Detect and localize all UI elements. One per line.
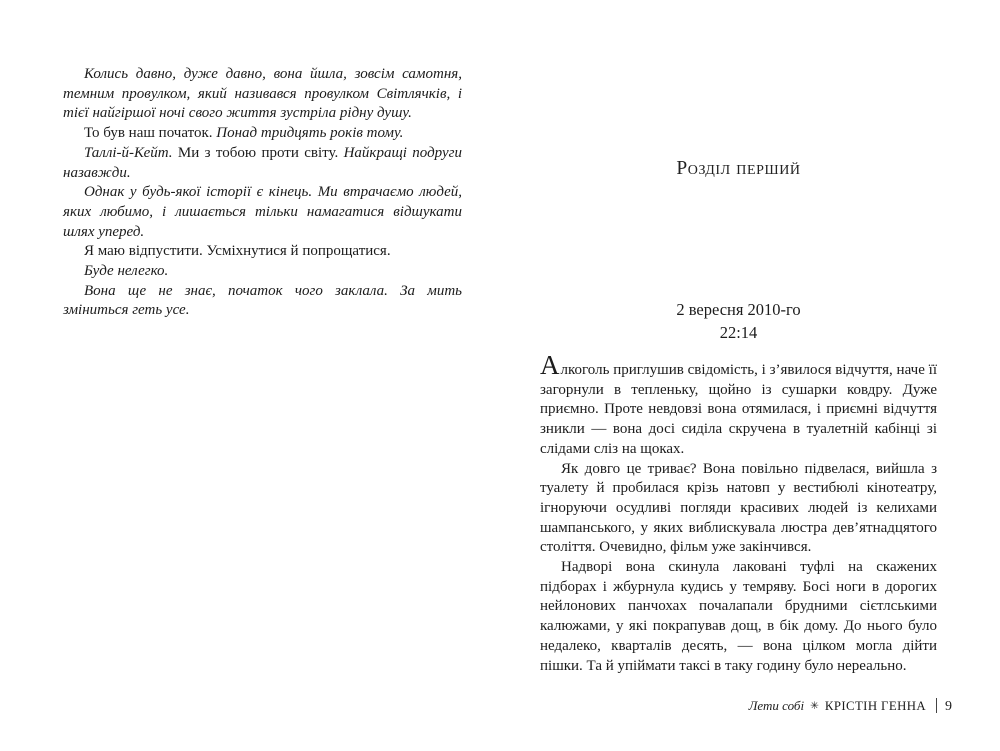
chapter-datetime [540, 298, 937, 344]
text-run: Надворі вона скинула лаковані туфлі на скажених підборах і жбурнула кудись у темряву. Босі ноги в дорогих нейлонових панчохах почалапали брудними сієтлськими калюжами, у які покрапував дощ, в бік дому. До нього було недалеко, кварталів десять, — вона цілком могла дійти пішки. Та й упіймати таксі в таку годину було нереально. [540, 559, 937, 674]
chapter-time: 22:14 [719, 323, 758, 342]
paragraph [63, 65, 462, 124]
paragraph [63, 242, 462, 262]
text-run: Вона ще не знає, початок чого заклала. За мить зміниться геть усе. [63, 282, 462, 319]
paragraph [63, 183, 462, 242]
text-run: Таллі-й-Кейт. [84, 144, 178, 161]
right-page-text [540, 350, 937, 676]
text-run: Ми з тобою проти світу. [177, 144, 344, 161]
footer-divider [936, 698, 937, 713]
text-run: Однак у будь-якої історії є кінець. Ми втрачаємо людей, яких любимо, і лишається тільки намагатися відшукати шлях уперед. [63, 184, 462, 240]
running-book-title: Лети собі [748, 698, 805, 713]
paragraph [63, 282, 462, 321]
paragraph [63, 124, 462, 144]
chapter-date: 2 вересня 2010-го [676, 300, 801, 319]
page-footer [440, 698, 952, 715]
page-number: 9 [945, 699, 952, 714]
text-run: лкоголь приглушив свідомість, і з’явилося відчуття, наче її загорнули в тепленьку, щойно із сушарки ковдру. Дуже приємно. Проте невдовзі вона отямилася, і приємні відчуття зникли — вона досі сиділа скручена в туалетній кабінці зі слідами сліз на щоках. [540, 362, 937, 457]
drop-cap-initial: А [540, 350, 560, 380]
text-run: Колись давно, дуже давно, вона йшла, зовсім самотня, темним провулком, який називався провулком Світлячків, і тієї найгіршої ночі свого життя зустріла рідну душу. [63, 66, 462, 122]
author-name: КРІСТІН ГЕННА [824, 699, 926, 713]
text-run: Буде нелегко. [84, 263, 169, 280]
text-run: Понад тридцять років тому. [216, 125, 404, 142]
paragraph [540, 460, 937, 559]
paragraph [540, 558, 937, 676]
chapter-title: Розділ перший [676, 158, 801, 179]
text-run: Найкращі подруги назавжди. [63, 144, 462, 181]
paragraph [63, 262, 462, 282]
text-run: Я маю відпустити. Усміхнутися й попрощатися. [84, 243, 391, 260]
asterisk-ornament-icon: ✳ [810, 700, 819, 712]
paragraph [63, 144, 462, 183]
text-run: Як довго це триває? Вона повільно підвелася, вийшла з туалету й пробилася крізь натовп у вестибюлі кінотеатру, ігноруючи осудливі погляди красивих людей із келихами шампанського, у яких виблискувала люстра дев’ятнадцятого століття. Очевидно, фільм уже закінчився. [540, 460, 937, 556]
paragraph [540, 350, 937, 460]
text-run: То був наш початок. [84, 125, 217, 142]
left-page-text [63, 65, 462, 321]
